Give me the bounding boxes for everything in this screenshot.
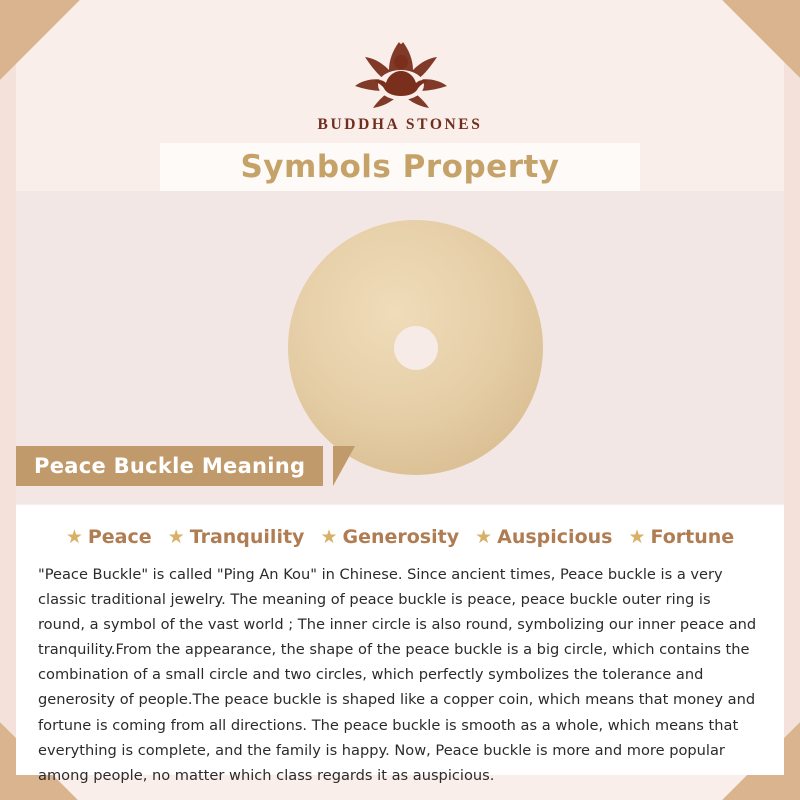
keyword-label: Auspicious bbox=[497, 526, 613, 548]
keyword-label: Fortune bbox=[650, 526, 735, 548]
lotus-meditation-figure-icon bbox=[0, 22, 800, 112]
star-icon: ★ bbox=[65, 525, 83, 548]
peace-buckle-disc-image bbox=[288, 220, 543, 475]
keyword-label: Peace bbox=[87, 526, 152, 548]
keyword-item bbox=[475, 526, 612, 548]
keyword-list bbox=[16, 505, 784, 548]
section-ribbon bbox=[16, 446, 323, 486]
brand-logo bbox=[0, 22, 800, 134]
keyword-item bbox=[320, 526, 459, 548]
peace-buckle-disc-hole bbox=[394, 326, 438, 370]
keyword-label: Generosity bbox=[342, 526, 460, 548]
description-paragraph: "Peace Buckle" is called "Ping An Kou" in Chinese. Since ancient times, Peace buckle is a very classic traditional jewelry. The meaning of peace buckle is peace, peace buckle outer ring is round, a symbol of the vast world ; The inner circle is also round, symbolizing our inner peace and tranquility.From the appearance, the shape of the peace buckle is a big circle, which contains the combination of a small circle and two circles, which perfectly symbolizes the tolerance and generosity of people.The peace buckle is shaped like a copper coin, which means that money and fortune is coming from all directions. The peace buckle is smooth as a whole, which means that everything is complete, and the family is happy. Now, Peace buckle is more and more popular among people, no matter which class regards it as auspicious. bbox=[38, 566, 757, 784]
star-icon: ★ bbox=[628, 525, 646, 548]
page-title-band bbox=[160, 143, 640, 191]
content-panel bbox=[16, 505, 784, 784]
section-ribbon-tail bbox=[333, 446, 355, 486]
keyword-item bbox=[168, 526, 305, 548]
star-icon: ★ bbox=[320, 525, 338, 548]
section-ribbon-label: Peace Buckle Meaning bbox=[34, 454, 306, 478]
keyword-label: Tranquility bbox=[189, 526, 305, 548]
star-icon: ★ bbox=[167, 525, 185, 548]
star-icon: ★ bbox=[475, 525, 493, 548]
page-title: Symbols Property bbox=[240, 149, 560, 185]
keyword-item bbox=[628, 526, 734, 548]
keyword-item bbox=[66, 526, 152, 548]
brand-name: BUDDHA STONES bbox=[317, 116, 483, 133]
